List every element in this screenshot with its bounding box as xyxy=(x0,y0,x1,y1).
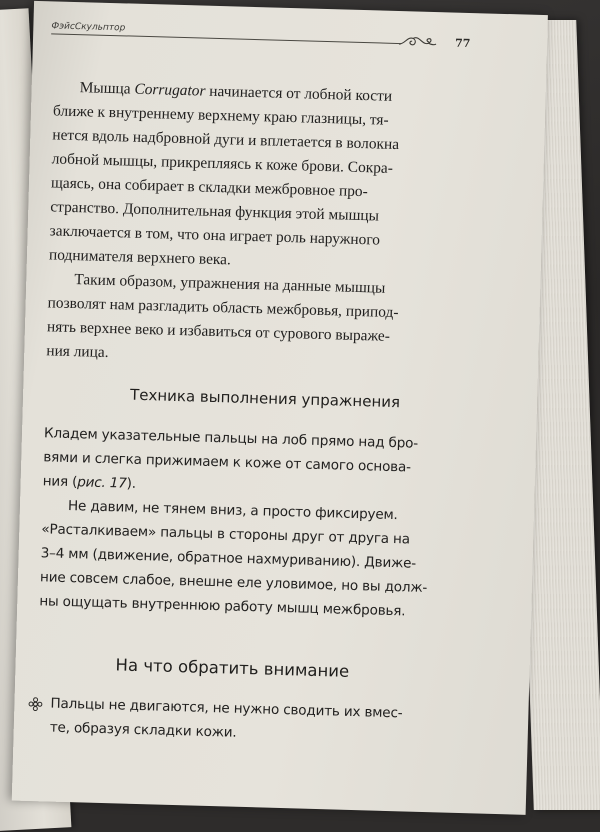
text-line: позволят нам разгладить область межбровья, припод- xyxy=(47,294,399,322)
text-line: Пальцы не двигаются, не нужно сводить их вмес- xyxy=(50,695,403,722)
text-line: щаясь, она собирает в складки межбровное про- xyxy=(50,174,368,201)
header-rule xyxy=(51,33,401,44)
scroll-ornament-icon xyxy=(397,32,438,53)
text-line: ния (рис. 17). xyxy=(42,473,137,492)
text-line: те, образуя складки кожи. xyxy=(49,719,237,741)
text-line: Таким образом, упражнения на данные мышцы xyxy=(74,271,386,297)
text-line: 3–4 мм (движение, обратное нахмуриванию). Движе- xyxy=(40,545,417,572)
book-page xyxy=(12,1,548,815)
text-line: вями и слегка прижимаем к коже от самого основа- xyxy=(43,449,412,476)
section-heading-technique: Техника выполнения упражнения xyxy=(129,385,401,412)
text-line: «Расталкиваем» пальцы в стороны друг от друга на xyxy=(41,521,411,548)
italic-text: рис. 17 xyxy=(76,474,127,492)
text-line: ния лица. xyxy=(46,342,109,362)
text-line: заключается в том, что она играет роль наружного xyxy=(49,222,381,249)
text-line: ние совсем слабое, внешне еле уловимое, но вы долж- xyxy=(39,569,428,597)
text-line: ближе к внутреннему верхнему краю глазницы, тя- xyxy=(52,102,389,129)
paragraph xyxy=(49,75,484,279)
running-header xyxy=(51,17,521,54)
text-line: Не давим, не тянем вниз, а просто фиксируем. xyxy=(67,497,398,524)
paragraph xyxy=(39,493,472,625)
body-text-technique xyxy=(39,421,474,625)
paragraph xyxy=(42,421,474,505)
paragraph xyxy=(46,267,479,375)
italic-text: Corrugator xyxy=(134,80,206,100)
section-heading-attention: На что обратить внимание xyxy=(115,655,350,681)
text-line: нять верхнее веко и избавиться от сурового выраже- xyxy=(46,318,391,345)
running-title: ФэйсСкульптор xyxy=(51,21,126,34)
body-text-top xyxy=(46,75,484,375)
page-number: 77 xyxy=(454,36,471,51)
text-line: Мышца Corrugator начинается от лобной кости xyxy=(79,79,393,105)
flower-bullet-icon xyxy=(28,697,42,711)
text-line: нется вдоль надбровной дуги и вплетается в волокна xyxy=(52,126,400,154)
text-line: поднимателя верхнего века. xyxy=(48,246,232,269)
bullet-item xyxy=(29,691,479,741)
text-line: лобной мышцы, прикрепляясь к коже брови. Сокра- xyxy=(51,150,394,177)
bullet-text xyxy=(49,692,470,752)
text-line: странство. Дополнительная функция этой мышцы xyxy=(50,198,380,225)
text-line: Кладем указательные пальцы на лоб прямо над бро- xyxy=(43,425,419,452)
text-line: ны ощущать внутреннюю работу мышц межбровья. xyxy=(39,593,406,620)
